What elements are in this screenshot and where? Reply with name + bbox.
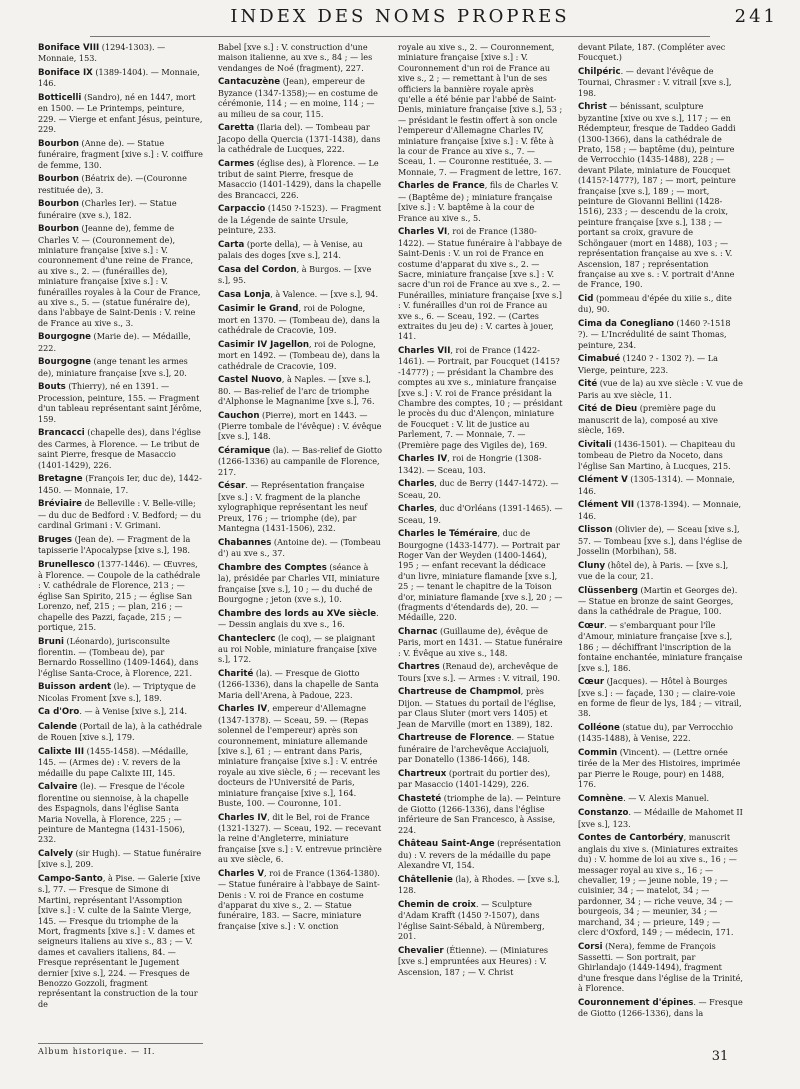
entry-text: , à Valence. — [xve s.], 94. (270, 288, 379, 299)
entry-headword: Clément V (578, 475, 628, 486)
index-entry (218, 289, 383, 300)
entry-text: . — Dessin anglais du xve s., 16. (218, 607, 379, 629)
entry-headword: Céramique (218, 446, 271, 457)
entry-headword: Cité (578, 379, 598, 390)
index-entry (38, 67, 203, 89)
entry-headword: Bourbon (38, 138, 79, 149)
entry-headword: Commin (578, 747, 618, 758)
entry-headword: Brancacci (38, 428, 85, 439)
entry-headword: Clément VII (578, 500, 635, 511)
entry-headword: Charles VI (398, 227, 448, 238)
entry-text: (Martin et Georges de). — Statue en bronze de saint Georges, dans la cathédrale de Prague, 100. (578, 584, 738, 617)
entry-headword: Cœur (578, 677, 605, 688)
index-entry (218, 158, 383, 201)
index-entry (578, 439, 743, 471)
entry-headword: Charité (218, 668, 254, 679)
entry-headword: Cité de Dieu (578, 404, 638, 415)
entry-headword: Charles IV (398, 454, 448, 465)
index-entry (38, 873, 203, 1009)
entry-headword: Chambre des Comptes (218, 562, 327, 573)
entry-headword: Chanteclerc (218, 633, 276, 644)
index-entry (578, 42, 743, 63)
entry-text: de Belleville : V. Belle-ville; — du duc de Bedford : V. Bedford; — du cardinal Grimani : V. Grimani. (38, 498, 202, 530)
entry-text: , roi de France (1422-1461). — Portrait, par Foucquet (1415?-1477?) ; — présidant la Chambre des comptes au xve s., miniature française [xve s.] : V. roi de France présidant la Chambre des comptes, 10 ; — présidant le procès du duc d'Alençon, miniature de Foucquet : V. lit de justice au Parlement, 7. — Monnaie, 7. — (Première page des Vigiles de), 169. (398, 344, 563, 450)
entry-text: (Marie de). — Médaille, 222. (38, 331, 191, 353)
entry-headword: Cluny (578, 560, 606, 571)
index-entry (218, 76, 383, 119)
entry-headword: Bruges (38, 534, 73, 545)
index-entry (578, 66, 743, 98)
entry-text: (Béatrix de). —(Couronne restituée de), 3. (38, 173, 187, 195)
index-entry (398, 226, 563, 341)
index-entry (38, 681, 203, 703)
index-entry (218, 374, 383, 406)
entry-headword: Boniface IX (38, 68, 93, 78)
entry-text: (portrait du portier des), par Masaccio (1401-1429), 226. (398, 767, 551, 790)
index-entry (578, 524, 743, 556)
entry-text: (Portail de la), à la cathédrale de Rouen [xive s.], 179. (38, 720, 202, 743)
index-entry (578, 747, 743, 790)
entry-text: (sir Hugh). — Statue funéraire [xive s.], 209. (38, 847, 202, 870)
entry-text: , roi de Pologne, mort en 1492. — (Tombeau de), dans la cathédrale de Cracovie, 109. (218, 338, 380, 371)
entry-headword: Bruni (38, 636, 64, 647)
index-entry (38, 92, 203, 135)
entry-text: (Olivier de), — Sceau [xive s.], 57. — Tombeau [xve s.], dans l'église de Josselin (Morbihan), 58. (578, 524, 743, 556)
entry-text: (Thierry), né en 1391. — Procession, peinture, 155. — Fragment d'un tableau représentant saint Jérôme, 159. (38, 381, 202, 424)
entry-headword: Castel Nuovo (218, 375, 282, 386)
entry-text: (représentation du) : V. revers de la médaille du pape Alexandre VI, 154. (398, 838, 561, 871)
index-entry (38, 746, 203, 778)
entry-text: , à Naples. — [xve s.], 80. — Bas-relief de l'arc de triomphe d'Alphonse le Magnanime [xve s.], 76. (218, 374, 375, 407)
index-entry (578, 560, 743, 582)
index-entry (218, 303, 383, 335)
index-entry (38, 356, 203, 378)
entry-text: (le). — Fresque de l'école florentine ou siennoise, à la chapelle des Espagnols, dans l'église Santa Maria Novella, à Florence, 225 ; — peinture de Mantegna (1431-1506), 232. (38, 781, 189, 845)
index-entry (38, 173, 203, 195)
index-entry (218, 264, 383, 286)
entry-headword: Charles IV (218, 812, 268, 823)
entry-headword: Calvely (38, 848, 74, 859)
index-entry (218, 633, 383, 665)
index-entry (398, 528, 563, 623)
entry-headword: Château Saint-Ange (398, 839, 495, 850)
page-number: 241 (734, 6, 778, 27)
index-column-4 (578, 42, 743, 1042)
entry-text: royale au xive s., 2. — Couronnement, miniature française [xive s.] : V. Couronnement d'un roi de France au xive s., 2 ; — remettant à l'un de ses officiers la bannière royale après qu'elle a été bénie par l'abbé de Saint-Denis, miniature française [xive s.], 53 ; — présidant le festin offert à son oncle l'empereur d'Allemagne Charles IV, miniature française [xive s.] : V. fête à la cour de France au xive s., 7. — Sceau, 1. — Couronne restituée, 3. — Monnaie, 7. — Fragment de lettre, 167. (398, 42, 563, 177)
index-entry (398, 945, 563, 977)
entry-headword: Couronnement d'épines (578, 997, 694, 1008)
entry-text: (Léonardo), jurisconsulte florentin. — (Tombeau de), par Bernardo Rossellino (1409-1464), dans l'église Santa-Croce, à Florence, 221. (38, 635, 199, 678)
entry-text: . — devant l'évêque de Tournai, Chrasmer : V. vitrail [xve s.], 198. (578, 66, 732, 98)
entry-text: (1436-1501). — Chapiteau du tombeau de Pietro da Noceto, dans l'église San Martino, à Lucques, 215. (578, 438, 736, 471)
index-entry (398, 42, 563, 177)
entry-headword: Charles de France (398, 181, 485, 192)
entry-headword: Cimabué (578, 354, 621, 365)
entry-text: (Antoine de). — (Tombeau d') au xve s., 37. (218, 536, 381, 559)
index-entry (398, 626, 563, 658)
entry-headword: Charles (398, 504, 435, 515)
entry-headword: Contes de Cantorbéry (578, 833, 684, 844)
entry-text: (Nera), femme de François Sassetti. — Son portrait, par Ghirlandajo (1449-1494), fragment d'une fresque dans l'église de la Trinité, à Florence. (578, 940, 743, 994)
entry-text: (Pierre), mort en 1443. — (Pierre tombale de l'évêque) : V. évêque [xve s.], 148. (218, 409, 382, 442)
index-entry (398, 768, 563, 790)
entry-headword: Chilpéric (578, 67, 621, 77)
entry-headword: Carmes (218, 158, 255, 169)
index-entry (578, 793, 743, 804)
entry-text: , duc de Bourgogne (1433-1477). — Portrait par Roger Van der Weyden (1400-1464), 195 ; — enfant recevant la dédicace d'un livre, miniature flamande [xve s.], 25 ; — tenant le chapitre de la Toison d'or, miniature flamande [xve s.], 20 ; — (fragments d'étendards de), 20. — Médaille, 220. (398, 528, 563, 623)
entry-text: (église des), à Florence. — Le tribut de saint Pierre, fresque de Masaccio (1401-1429), dans la chapelle des Brancacci, 226. (218, 157, 382, 200)
footer-rule (38, 1043, 203, 1044)
index-entry (38, 498, 203, 530)
entry-headword: Casa Lonja (218, 289, 271, 300)
entry-headword: Bréviaire (38, 499, 82, 510)
entry-text: , à Burgos. — [xve s.], 95. (218, 263, 372, 286)
entry-text: , à Pise. — Galerie [xive s.], 77. — Fresque de Simone di Martini, représentant l'Assomption [xive s.] : V. culte de la Sainte Vierge, 145. — Fresque du triomphe de la Mort, fragments [xive s.] : V. dames et seigneurs italiens au xive s., 83 ; — V. dames et cavaliers italiens, 84. — Fresque représentant le Jugement dernier [xive s.], 224. — Fresques de Benozzo Gozzoli, fragment représentant la construction de la tour de (38, 872, 201, 1009)
entry-headword: Casimir IV Jagellon (218, 339, 310, 350)
entry-text: . — Fresque de Giotto (1266-1336), dans la (578, 996, 743, 1019)
entry-headword: Clisson (578, 525, 613, 536)
entry-text: (Sandro), né en 1447, mort en 1500. — Le Printemps, peinture, 229. — Vierge et enfant Jésus, peinture, 229. (38, 92, 203, 135)
index-entry (398, 899, 563, 942)
entry-text: , manuscrit anglais du xive s. (Miniatures extraites du) : V. homme de loi au xive s., 16 ; — messager royal au xive s., 16 ; — chevalier, 19 ; — jeune noble, 19 ; — cuisinier, 34 ; — matelot, 34 ; — pardonner, 34 ; — riche veuve, 34 ; — bourgeois, 34 ; — meunier, 34 ; — marchand, 34 ; — prieure, 149 ; — clerc d'Oxford, 149 ; — médecin, 171. (578, 832, 738, 938)
index-entry (218, 445, 383, 477)
entry-text: (Renaud de), archevêque de Tours [xve s.]. — Armes : V. vitrail, 190. (398, 661, 561, 683)
entry-text: , roi de Pologne, mort en 1370. — (Tombeau de), dans la cathédrale de Cracovie, 109. (218, 303, 380, 336)
entry-headword: Civitali (578, 439, 612, 450)
entry-text: (Jean de). — Fragment de la tapisserie l'Apocalypse [xive s.], 198. (38, 533, 191, 555)
index-entry (38, 559, 203, 633)
entry-headword: Comnène (578, 793, 624, 804)
entry-text: (le coq), — se plaignant au roi Noble, miniature française [xive s.], 172. (218, 632, 377, 665)
entry-text: , roi de Hongrie (1308-1342). — Sceau, 103. (398, 453, 542, 475)
entry-text: (porte della), — à Venise, au palais des doges [xve s.], 214. (218, 238, 363, 261)
entry-text: (vue de la) au xve siècle : V. vue de Paris au xve siècle, 11. (578, 378, 743, 400)
index-entry (218, 339, 383, 371)
entry-headword: Cantacuzène (218, 77, 281, 88)
index-entry (218, 239, 383, 261)
entry-text: (Jeanne de), femme de Charles V. — (Couronnement de), miniature française [xive s.] : V. couronnement d'une reine de France, au xive s., 2. — (funérailles de), miniature française [xive s.] : V. funérailles royales à la Cour de France, au xive s., 5. — (statue funéraire de), dans l'abbaye de Saint-Denis : V. reine de France au xive s., 3. (38, 223, 201, 328)
entry-headword: Cœur (578, 620, 605, 631)
entry-headword: Carta (218, 239, 245, 250)
entry-headword: Chasteté (398, 793, 442, 804)
entry-headword: Carpaccio (218, 204, 266, 215)
index-entry (398, 838, 563, 870)
index-entry (218, 562, 383, 605)
entry-text: . — V. Alexis Manuel. (623, 792, 710, 803)
entry-headword: Caretta (218, 123, 255, 134)
index-entry (578, 378, 743, 400)
index-entry (218, 480, 383, 533)
entry-headword: Charles le Téméraire (398, 529, 498, 540)
entry-headword: Cima da Conegliano (578, 318, 674, 329)
index-entry (218, 608, 383, 630)
index-entry (398, 661, 563, 683)
entry-headword: Campo-Santo (38, 873, 103, 884)
index-entry (218, 122, 383, 154)
index-entry (218, 410, 383, 442)
index-entry (38, 223, 203, 328)
index-entry (578, 474, 743, 496)
entry-headword: Charles IV (218, 704, 268, 715)
entry-text: , duc de Berry (1447-1472). — Sceau, 20. (398, 478, 559, 500)
index-entry (218, 703, 383, 808)
entry-text: (Étienne). — (Miniatures [xve s.] empruntées aux Heures) : V. Ascension, 187 ; — V. Christ (398, 944, 549, 977)
entry-text: (pommeau d'épée du xiiie s., dite du), 90. (578, 292, 732, 315)
entry-headword: Bourbon (38, 199, 79, 210)
index-entry (38, 721, 203, 743)
index-entry (38, 473, 203, 495)
index-entry (398, 503, 563, 525)
entry-headword: César (218, 481, 246, 492)
entry-headword: Bouts (38, 382, 66, 393)
index-entry (578, 941, 743, 994)
entry-headword: Casa del Cordon (218, 264, 297, 275)
index-entry (398, 874, 563, 896)
entry-headword: Brunellesco (38, 559, 95, 570)
entry-text: . — Médaille de Mahomet II [xve s.], 123. (578, 807, 743, 829)
entry-headword: Bourgogne (38, 357, 91, 368)
entry-text: (Anne de). — Statue funéraire, fragment [xive s.] : V. coiffure de femme, 130. (38, 137, 203, 170)
entry-text: Babel [xve s.] : V. construction d'une maison italienne, au xve s., 84 ; — les vendanges de Noé (fragment), 227. (218, 42, 373, 73)
entry-text: (la), à Rhodes. — [xve s.], 128. (398, 873, 560, 896)
index-entry (578, 101, 743, 289)
entry-text: (1294-1303). — Monnaie, 153. (38, 42, 166, 64)
index-entry (218, 203, 383, 235)
entry-headword: Chabannes (218, 537, 272, 548)
entry-headword: Ca d'Oro (38, 707, 80, 718)
index-entry (578, 318, 743, 350)
index-entry (398, 478, 563, 500)
entry-headword: Chambre des lords au XVe siècle (218, 608, 377, 619)
index-entry (578, 293, 743, 315)
index-entry (218, 668, 383, 700)
entry-text: , roi de France (1364-1380). — Statue funéraire à l'abbaye de Saint-Denis : V. roi de France en costume d'apparat du xive s., 2. — Statue funéraire, 183. — Sacre, miniature française [xive s.] : V. onction (218, 867, 380, 931)
index-entry (38, 636, 203, 679)
entry-headword: Chemin de croix (398, 899, 476, 910)
entry-headword: Corsi (578, 941, 603, 952)
entry-text: (statue du), par Verrocchio (1435-1488), à Venise, 222. (578, 721, 733, 744)
folio-number: 31 (711, 1049, 729, 1064)
entry-text: (chapelle des), dans l'église des Carmes, à Florence. — Le tribut de saint Pierre, fresque de Masaccio (1401-1429), 226. (38, 427, 201, 470)
entry-text: (Jacques). — Hôtel à Bourges [xve s.] : — façade, 130 ; — claire-voie en forme de fleur de lys, 184 ; — vitrail, 38. (578, 676, 742, 719)
entry-headword: Chartreuse de Champmol (398, 687, 521, 698)
index-entry (578, 807, 743, 829)
entry-text: , dit le Bel, roi de France (1321-1327). — Sceau, 192. — recevant la reine d'Angleterre, miniature française [xve s.] : V. entrevue princière au xve siècle, 6. (218, 811, 382, 865)
entry-text: (1389-1404). — Monnaie, 146. (38, 67, 200, 89)
entry-text: . — à Venise [xive s.], 214. (79, 706, 188, 717)
entry-text: (1240 ? - 1302 ?). — La Vierge, peinture, 223. (578, 353, 718, 375)
entry-text: (1377-1446). — Œuvres, à Florence. — Coupole de la cathédrale : V. cathédrale de Florence, 213 ; — église San Spirito, 215 ; — église San Lorenzo, nef, 215 ; — plan, 216 ; — chapelle des Pazzi, façade, 215 ; — portique, 215. (38, 558, 201, 632)
entry-text: (le). — Triptyque de Nicolas Froment [xve s.], 189. (38, 681, 196, 703)
entry-text: (hôtel de), à Paris. — [xve s.], vue de la cour, 21. (578, 559, 729, 581)
index-entry (38, 42, 203, 64)
entry-text: (1305-1314). — Monnaie, 146. (578, 474, 735, 496)
running-header (90, 6, 778, 32)
entry-headword: Botticelli (38, 93, 82, 103)
entry-text: (1460 ?-1518 ?). — L'Incrédulité de saint Thomas, peinture, 234. (578, 317, 731, 350)
entry-text: . — Représentation française [xve s.] : V. fragment de la planche xylographique représentant les neuf Preux, 176 ; — triomphe (de), par Mantegna (1431-1506), 232. (218, 480, 368, 534)
entry-text: (triomphe de la). — Peinture de Giotto (1266-1336), dans l'église inférieure de San Francesco, à Assise, 224. (398, 792, 561, 835)
entry-text: (Guillaume de), évêque de Paris, mort en 1431. — Statue funéraire : V. Évêque au xive s., 148. (398, 626, 563, 658)
entry-headword: Casimir le Grand (218, 304, 299, 315)
entry-text: , près Dijon. — Statues du portail de l'église, par Claus Sluter (mort vers 1405) et Jean de Marville (mort en 1389), 182. (398, 686, 556, 729)
index-entry (578, 353, 743, 375)
entry-headword: Chevalier (398, 945, 444, 956)
entry-headword: Bretagne (38, 474, 83, 485)
entry-headword: Chartreux (398, 768, 447, 779)
entry-headword: Charnac (398, 627, 438, 638)
index-entry (38, 706, 203, 717)
index-entry (38, 427, 203, 470)
entry-headword: Calixte III (38, 746, 85, 757)
index-entry (398, 180, 563, 223)
index-column-2 (218, 42, 383, 1042)
album-label: Album historique. — II. (38, 1047, 156, 1056)
entry-text: — bénissant, sculpture byzantine [xive ou xve s.], 117 ; — en Rédempteur, fresque de Taddeo Gaddi (1300-1366), dans la cathédrale de Prato, 158 ; — baptême (du), peinture de Verrocchio (1435-1488), 228 ; — devant Pilate, miniature de Foucquet (1415?-1477?), 187 ; — mort, peinture française [xve s.], 189 ; — mort, peinture de Giovanni Bellini (1428-1516), 233 ; — descendu de la croix, peinture française [xve s.], 138 ; — portant sa croix, gravure de Schöngauer (mort en 1488), 103 ; — représentation française au xve s. : V. Ascension, 187 ; représentation française au xve s. : V. portrait d'Anne de France, 190. (578, 101, 736, 290)
index-entry (398, 732, 563, 764)
entry-text: . — Sculpture d'Adam Krafft (1450 ?-1507), dans l'église Saint-Sébald, à Nüremberg, 201. (398, 898, 545, 942)
index-entry (218, 537, 383, 559)
entry-text: (1378-1394). — Monnaie, 146. (578, 499, 742, 521)
entry-headword: Boniface VIII (38, 43, 100, 53)
index-entry (578, 620, 743, 673)
entry-text: (Jean), empereur de Byzance (1347-1358);— en costume de cérémonie, 114 ; — en moine, 114 ; — au milieu de sa cour, 115. (218, 76, 378, 119)
index-entry (38, 198, 203, 220)
entry-headword: Constanzo (578, 808, 629, 819)
page-title: INDEX DES NOMS PROPRES (230, 6, 570, 27)
index-entry (38, 138, 203, 170)
index-entry (578, 722, 743, 744)
entry-text: (Ilaria del). — Tombeau par Jacopo della Quercia (1371-1438), dans la cathédrale de Lucques, 222. (218, 122, 381, 155)
entry-text: . — Statue funéraire de l'archevêque Acciajuoli, par Donatello (1386-1466), 148. (398, 732, 555, 765)
entry-text: , fils de Charles V. — (Baptême de) ; miniature française [xive s.] : V. baptême à la cour de France au xive s., 5. (398, 180, 559, 223)
index-entry (38, 534, 203, 556)
entry-text: devant Pilate, 187. (Compléter avec Foucquet.) (578, 42, 726, 63)
entry-text: , empereur d'Allemagne (1347-1378). — Sceau, 59. — (Repas solennel de l'empereur) après son couronnement, miniature allemande [xive s.], 61 ; — entrant dans Paris, miniature française [xive s.] : V. entrée royale au xive siècle, 6 ; — recevant les docteurs de l'Université de Paris, miniature française [xive s.], 164. Buste, 100. — Couronne, 101. (218, 703, 381, 808)
index-entry (38, 331, 203, 353)
entry-text: (1450 ?-1523). — Fragment de la Légende de sainte Ursule, peinture, 233. (218, 203, 382, 236)
entry-text: (1455-1458). —Médaille, 145. — (Armes de) : V. revers de la médaille du pape Calixte III, 145. (38, 745, 189, 778)
entry-headword: Christ (578, 102, 607, 113)
entry-text: . — s'embarquant pour l'île d'Amour, miniature française [xve s.], 186 ; — déchiffrant l'inscription de la fontaine enchantée, miniature française [xve s.], 186. (578, 619, 743, 673)
album-footer (38, 1047, 203, 1056)
entry-text: (séance à la), présidée par Charles VII, miniature française [xve s.], 10 ; — du duché de Bourgogne ; jeton (xve s.), 10. (218, 561, 380, 604)
entry-text: (la). — Bas-relief de Giotto (1266-1336) au campanile de Florence, 217. (218, 445, 382, 477)
index-column-3 (398, 42, 563, 1042)
entry-headword: Calvaire (38, 782, 78, 793)
index-entry (218, 868, 383, 931)
entry-headword: Charles V (218, 868, 264, 879)
index-entry (38, 781, 203, 844)
entry-headword: Charles VII (398, 345, 451, 356)
entry-text: (ange tenant les armes de), miniature française [xve s.], 20. (38, 356, 188, 378)
entry-headword: Chartres (398, 662, 440, 673)
index-entry (578, 997, 743, 1019)
entry-headword: Buisson ardent (38, 682, 112, 693)
index-entry (218, 812, 383, 865)
entry-text: (première page du manuscrit de la), composé au xive siècle, 169. (578, 403, 718, 436)
index-entry (398, 793, 563, 836)
entry-text: (François Ier, duc de), 1442-1450. — Monnaie, 17. (38, 473, 202, 495)
index-entry (398, 453, 563, 475)
entry-headword: Calende (38, 721, 77, 732)
entry-headword: Bourbon (38, 174, 79, 185)
entry-headword: Châtellenie (398, 874, 453, 885)
index-entry (578, 676, 743, 719)
index-entry (38, 381, 203, 424)
index-entry (38, 848, 203, 870)
index-entry (578, 585, 743, 617)
index-entry (578, 832, 743, 937)
entry-headword: Bourbon (38, 224, 79, 235)
entry-text: , roi de France (1380-1422). — Statue funéraire à l'abbaye de Saint-Denis : V. un roi de France en costume d'apparat du xive s., 2. — Sacre, miniature française [xve s.] : V. sacre d'un roi de France au xve s., 2. — Funérailles, miniature française [xve s.] : V. funérailles d'un roi de France au xve s., 6. — Sceau, 192. — (Cartes extraites du jeu de) : V. cartes à jouer, 141. (398, 226, 562, 342)
entry-headword: Chartreuse de Florence (398, 733, 512, 744)
index-column-1 (38, 42, 203, 1042)
entry-text: (Vincent). — (Lettre ornée tirée de la Mer des Histoires, imprimée par Pierre le Rouge, pour) en 1488, 176. (578, 746, 741, 790)
entry-text: (la). — Fresque de Giotto (1266-1336), dans la chapelle de Santa Maria dell'Arena, à Padoue, 223. (218, 667, 379, 700)
index-entry (578, 499, 743, 521)
entry-headword: Cauchon (218, 410, 260, 421)
entry-headword: Colléone (578, 722, 620, 733)
header-rule (90, 36, 710, 37)
entry-headword: Clüssenberg (578, 585, 638, 596)
index-entry (578, 403, 743, 435)
entry-headword: Bourgogne (38, 332, 91, 343)
index-entry (398, 686, 563, 729)
index-entry (218, 42, 383, 73)
entry-text: (Charles Ier). — Statue funéraire (xve s.), 182. (38, 198, 177, 220)
index-entry (398, 345, 563, 450)
entry-text: , duc d'Orléans (1391-1465). — Sceau, 19. (398, 503, 563, 525)
entry-headword: Charles (398, 479, 435, 490)
entry-headword: Cid (578, 293, 594, 304)
